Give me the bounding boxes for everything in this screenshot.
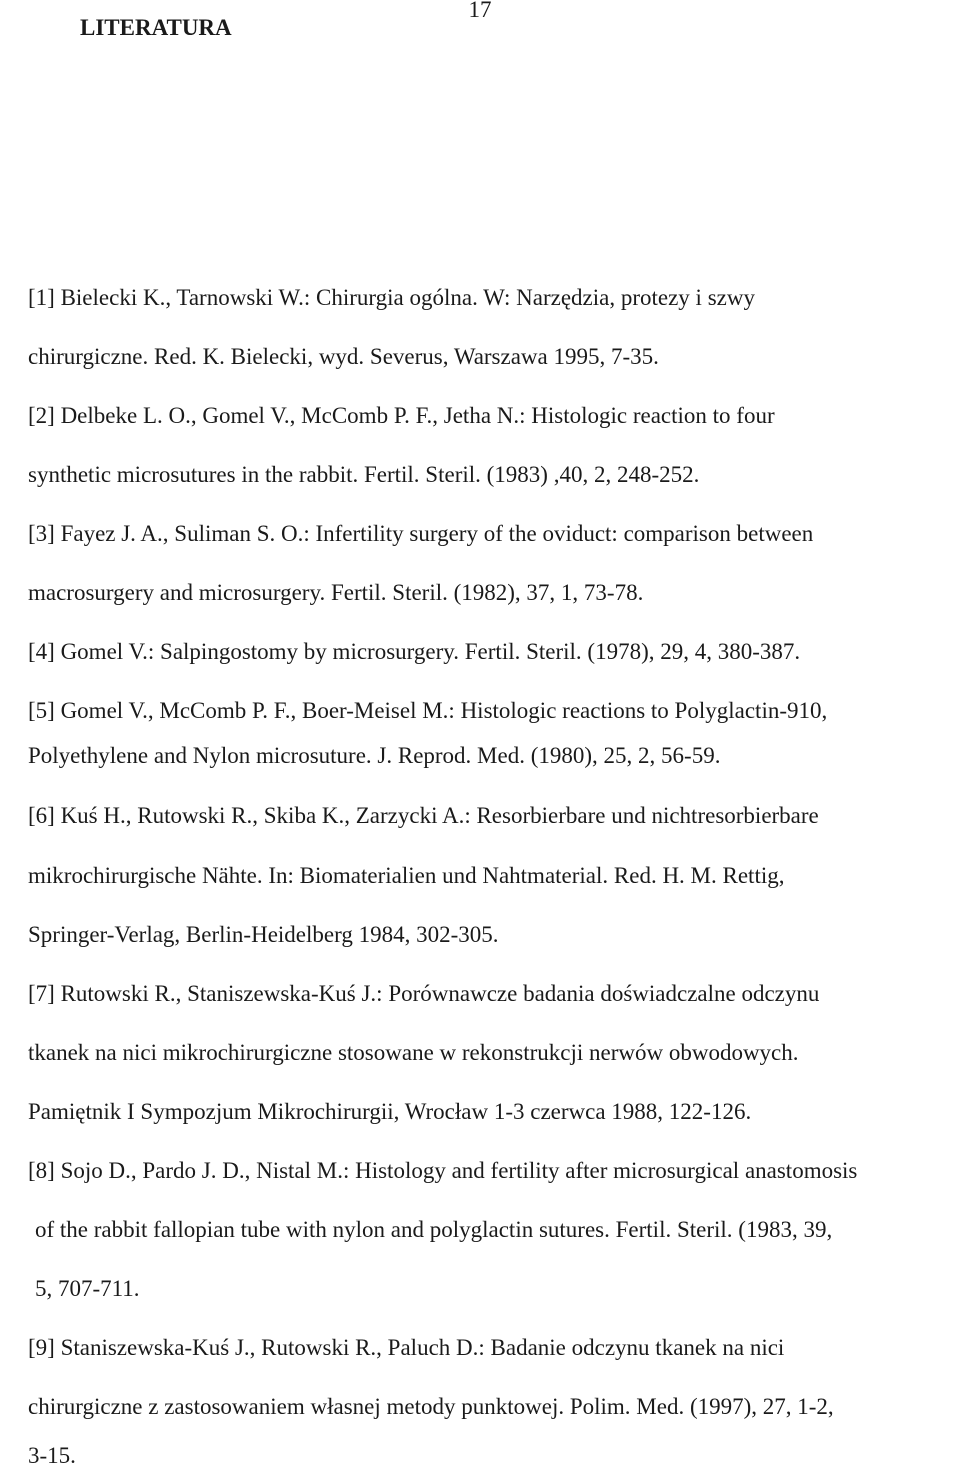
reference-6-line-3: Springer-Verlag, Berlin-Heidelberg 1984, 302-305. bbox=[28, 922, 499, 947]
page-number: 17 bbox=[468, 0, 492, 22]
reference-6-line-1: [6] Kuś H., Rutowski R., Skiba K., Zarzycki A.: Resorbierbare und nichtresorbierbare bbox=[28, 803, 819, 828]
reference-8-line-3: 5, 707-711. bbox=[35, 1276, 140, 1301]
reference-7-line-3: Pamiętnik I Sympozjum Mikrochirurgii, Wrocław 1-3 czerwca 1988, 122-126. bbox=[28, 1099, 752, 1124]
reference-7-line-2: tkanek na nici mikrochirurgiczne stosowane w rekonstrukcji nerwów obwodowych. bbox=[28, 1040, 799, 1065]
reference-5-line-2: Polyethylene and Nylon microsuture. J. Reprod. Med. (1980), 25, 2, 56-59. bbox=[28, 743, 721, 768]
reference-2-line-1: [2] Delbeke L. O., Gomel V., McComb P. F., Jetha N.: Histologic reaction to four bbox=[28, 403, 775, 428]
reference-8-line-2: of the rabbit fallopian tube with nylon and polyglactin sutures. Fertil. Steril. (1983, 39, bbox=[35, 1217, 833, 1242]
reference-1-line-1: [1] Bielecki K., Tarnowski W.: Chirurgia ogólna. W: Narzędzia, protezy i szwy bbox=[28, 285, 755, 310]
reference-3-line-1: [3] Fayez J. A., Suliman S. O.: Infertility surgery of the oviduct: comparison between bbox=[28, 521, 814, 546]
reference-5-line-1: [5] Gomel V., McComb P. F., Boer-Meisel M.: Histologic reactions to Polyglactin-910, bbox=[28, 698, 828, 723]
reference-7-line-1: [7] Rutowski R., Staniszewska-Kuś J.: Porównawcze badania doświadczalne odczynu bbox=[28, 981, 820, 1006]
section-heading: LITERATURA bbox=[80, 15, 232, 40]
reference-6-line-2: mikrochirurgische Nähte. In: Biomaterialien und Nahtmaterial. Red. H. M. Rettig, bbox=[28, 863, 785, 888]
reference-9-line-2: chirurgiczne z zastosowaniem własnej metody punktowej. Polim. Med. (1997), 27, 1-2, bbox=[28, 1394, 834, 1419]
reference-8-line-1: [8] Sojo D., Pardo J. D., Nistal M.: Histology and fertility after microsurgical anastomosis bbox=[28, 1158, 858, 1183]
reference-9-line-1: [9] Staniszewska-Kuś J., Rutowski R., Paluch D.: Badanie odczynu tkanek na nici bbox=[28, 1335, 785, 1360]
reference-4-line-1: [4] Gomel V.: Salpingostomy by microsurgery. Fertil. Steril. (1978), 29, 4, 380-387. bbox=[28, 639, 801, 664]
reference-9-line-3: 3-15. bbox=[28, 1443, 76, 1468]
reference-3-line-2: macrosurgery and microsurgery. Fertil. Steril. (1982), 37, 1, 73-78. bbox=[28, 580, 644, 605]
reference-1-line-2: chirurgiczne. Red. K. Bielecki, wyd. Severus, Warszawa 1995, 7-35. bbox=[28, 344, 659, 369]
reference-2-line-2: synthetic microsutures in the rabbit. Fertil. Steril. (1983) ,40, 2, 248-252. bbox=[28, 462, 700, 487]
